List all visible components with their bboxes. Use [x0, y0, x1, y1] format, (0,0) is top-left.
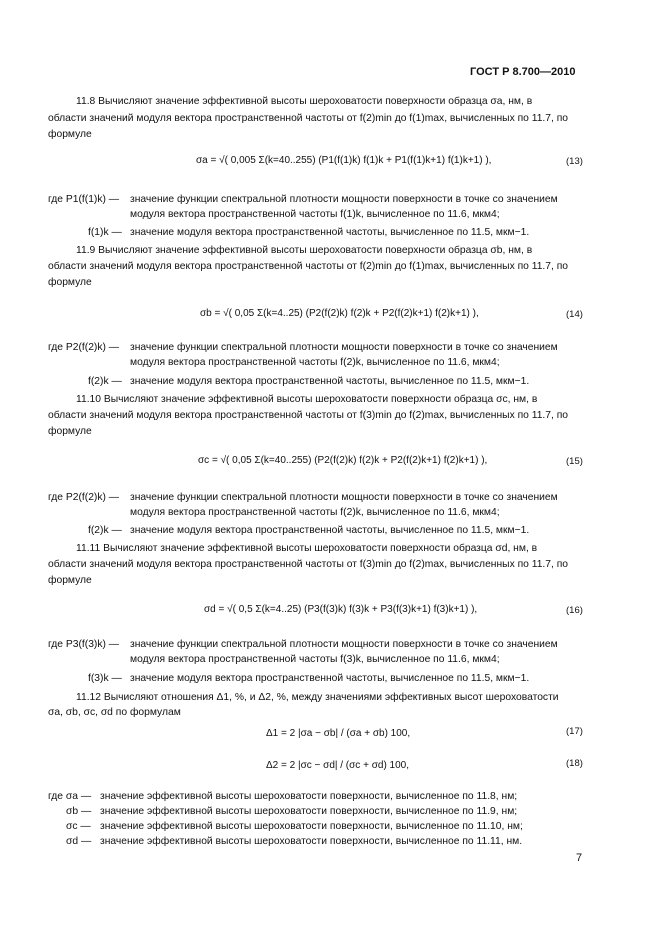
equation-number: (14): [566, 309, 583, 320]
paragraph-line: σa, σb, σc, σd по формулам: [48, 707, 181, 718]
formula-15: σc = √( 0,05 Σ(k=40..255) (P2(f(2)k) f(2)k + P2(f(2)k+1) f(2)k+1) ),: [198, 455, 488, 466]
paragraph-line: области значений модуля вектора пространственной частоты от f(3)min до f(2)max, вычисленных по 11.7, по: [48, 559, 569, 570]
definition-text: значение функции спектральной плотности мощности поверхности в точке со значением: [130, 639, 558, 650]
definition-text: значение модуля вектора пространственной частоты, вычисленное по 11.5, мкм−1.: [130, 227, 530, 238]
formula-17: Δ1 = 2 |σa − σb| / (σa + σb) 100,: [266, 728, 411, 739]
definition-term: f(2)k —: [88, 376, 122, 387]
definition-text: модуля вектора пространственной частоты f(2)k, вычисленное по 11.6, мкм4;: [130, 357, 500, 368]
equation-number: (18): [566, 758, 583, 769]
definition-text: модуля вектора пространственной частоты f(1)k, вычисленное по 11.6, мкм4;: [130, 209, 500, 220]
definition-text: значение эффективной высоты шероховатости поверхности, вычисленное по 11.11, нм.: [100, 836, 523, 847]
definition-text: модуля вектора пространственной частоты f(3)k, вычисленное по 11.6, мкм4;: [130, 654, 500, 665]
formula-18: Δ2 = 2 |σc − σd| / (σc + σd) 100,: [266, 760, 410, 771]
definition-text: значение функции спектральной плотности мощности поверхности в точке со значением: [130, 194, 558, 205]
definition-term: σd —: [66, 836, 92, 847]
paragraph-line: формуле: [48, 129, 92, 140]
equation-number: (17): [566, 726, 583, 737]
paragraph-line: 11.8 Вычисляют значение эффективной высоты шероховатости поверхности образца σa, нм, в: [76, 96, 533, 107]
formula-14: σb = √( 0,05 Σ(k=4..25) (P2(f(2)k) f(2)k + P2(f(2)k+1) f(2)k+1) ),: [200, 308, 479, 319]
page-number: 7: [576, 852, 583, 864]
formula-16: σd = √( 0,5 Σ(k=4..25) (P3(f(3)k) f(3)k + P3(f(3)k+1) f(3)k+1) ),: [204, 604, 478, 615]
definition-text: значение модуля вектора пространственной частоты, вычисленное по 11.5, мкм−1.: [130, 673, 530, 684]
definition-text: значение функции спектральной плотности мощности поверхности в точке со значением: [130, 492, 558, 503]
definition-term: σc —: [66, 821, 91, 832]
paragraph-line: области значений модуля вектора пространственной частоты от f(2)min до f(1)max, вычисленных по 11.7, по: [48, 261, 569, 272]
definition-term: f(3)k —: [88, 673, 122, 684]
paragraph-line: формуле: [48, 277, 92, 288]
equation-number: (16): [566, 605, 583, 616]
definition-term: где P1(f(1)k) —: [48, 194, 120, 205]
paragraph-line: формуле: [48, 426, 92, 437]
paragraph-line: области значений модуля вектора пространственной частоты от f(2)min до f(1)max, вычисленных по 11.7, по: [48, 113, 569, 124]
page-header-title: ГОСТ Р 8.700—2010: [470, 66, 576, 78]
equation-number: (13): [566, 156, 583, 167]
definition-text: значение эффективной высоты шероховатости поверхности, вычисленное по 11.8, нм;: [100, 791, 518, 802]
paragraph-line: 11.12 Вычисляют отношения Δ1, %, и Δ2, %, между значениями эффективных высот шероховатости: [76, 692, 559, 703]
definition-text: значение модуля вектора пространственной частоты, вычисленное по 11.5, мкм−1.: [130, 376, 530, 387]
definition-term: σb —: [66, 806, 92, 817]
definition-term: где P3(f(3)k) —: [48, 639, 120, 650]
definition-text: значение эффективной высоты шероховатости поверхности, вычисленное по 11.10, нм;: [100, 821, 523, 832]
formula-13: σa = √( 0,005 Σ(k=40..255) (P1(f(1)k) f(1)k + P1(f(1)k+1) f(1)k+1) ),: [196, 155, 492, 166]
definition-text: значение функции спектральной плотности мощности поверхности в точке со значением: [130, 342, 558, 353]
equation-number: (15): [566, 456, 583, 467]
definition-term: где P2(f(2)k) —: [48, 492, 120, 503]
paragraph-line: 11.9 Вычисляют значение эффективной высоты шероховатости поверхности образца σb, нм, в: [76, 245, 533, 256]
definition-text: значение эффективной высоты шероховатости поверхности, вычисленное по 11.9, нм;: [100, 806, 518, 817]
paragraph-line: 11.10 Вычисляют значение эффективной высоты шероховатости поверхности образца σc, нм, в: [76, 394, 538, 405]
definition-text: модуля вектора пространственной частоты f(2)k, вычисленное по 11.6, мкм4;: [130, 507, 500, 518]
paragraph-line: области значений модуля вектора пространственной частоты от f(3)min до f(2)max, вычисленных по 11.7, по: [48, 410, 569, 421]
definition-term: f(2)k —: [88, 525, 122, 536]
definition-term: где P2(f(2)k) —: [48, 342, 120, 353]
definition-term: где σa —: [48, 791, 92, 802]
definition-text: значение модуля вектора пространственной частоты, вычисленное по 11.5, мкм−1.: [130, 525, 530, 536]
definition-term: f(1)k —: [88, 227, 122, 238]
paragraph-line: формуле: [48, 575, 92, 586]
paragraph-line: 11.11 Вычисляют значение эффективной высоты шероховатости поверхности образца σd, нм, в: [76, 543, 538, 554]
